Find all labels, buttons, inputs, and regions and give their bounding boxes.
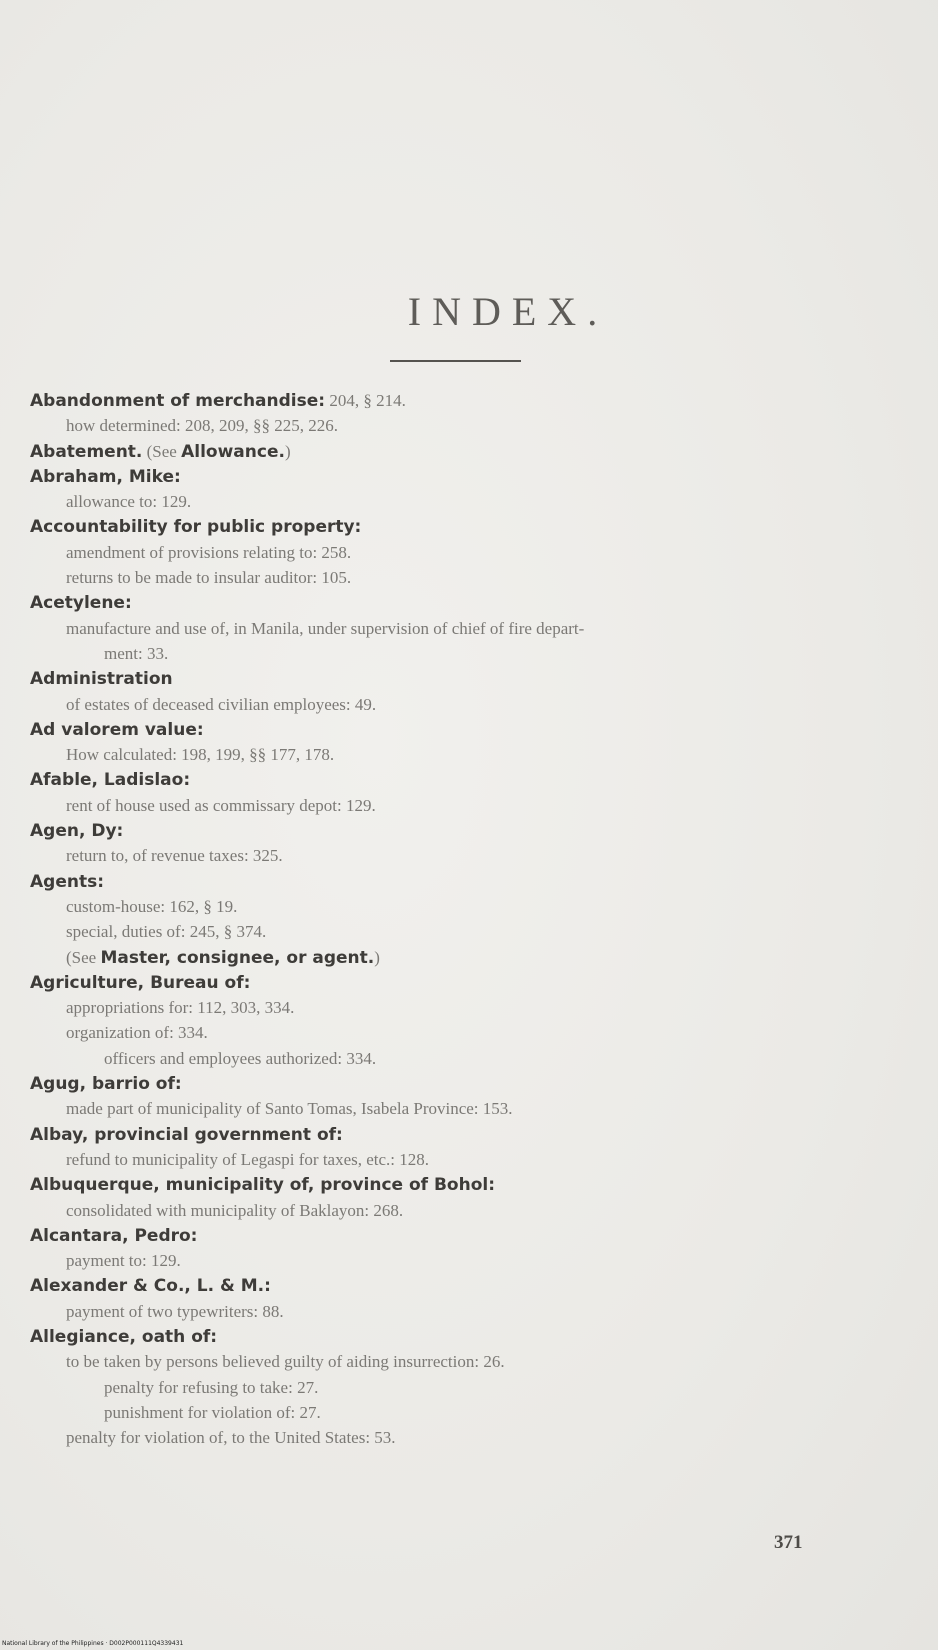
entry-text: 204, § 214. [325,391,406,410]
index-entry [30,1071,900,1096]
entry-text: of estates of deceased civilian employees: 49. [66,694,377,714]
entry-text: manufacture and use of, in Manila, under supervision of chief of fire depart- [66,618,585,638]
entry-text: made part of municipality of Santo Tomas, Isabela Province: 153. [66,1099,513,1119]
index-entry [30,540,900,565]
entry-text: (See [66,947,101,967]
entry-heading: Albay, provincial government of: [30,1124,343,1145]
entry-text: special, duties of: 245, § 374. [66,922,267,942]
entry-text: (See [142,441,182,461]
index-entry [30,793,900,818]
entry-heading: Agug, barrio of: [30,1074,182,1095]
entry-heading: Abandonment of merchandise: [30,391,326,411]
index-entry [30,742,900,767]
entry-heading: Afable, Ladislao: [30,770,191,791]
index-entry [30,919,900,944]
entry-heading: Albuquerque, municipality of, province of Bohol: [30,1175,496,1196]
index-entry [30,439,900,464]
entry-text: payment of two typewriters: 88. [66,1301,284,1321]
entry-heading: Allowance. [181,441,285,462]
entry-text: returns to be made to insular auditor: 105. [66,568,352,588]
index-entry [30,1299,900,1324]
index-entry [30,692,900,717]
entry-text: penalty for refusing to take: 27. [104,1377,319,1397]
entry-text: ) [374,947,380,967]
entry-text: penalty for violation of, to the United States: 53. [66,1428,396,1448]
index-entry [30,1046,900,1071]
library-credit: National Library of the Philippines · D002P000111Q4339431 [2,1640,184,1647]
entry-text: custom-house: 162, § 19. [66,896,238,916]
index-entry [30,717,900,742]
index-entry [30,1375,900,1400]
entry-text: organization of: 334. [66,1023,208,1043]
index-entry [30,1349,900,1374]
entry-text: allowance to: 129. [66,492,192,512]
entry-text: rent of house used as commissary depot: 129. [66,795,376,815]
index-entry [30,413,900,438]
index-entry [30,1122,900,1147]
index-entry [30,1172,900,1197]
entry-text: officers and employees authorized: 334. [104,1048,377,1068]
index-entry [30,995,900,1020]
index-entry [30,1096,900,1121]
entry-text: to be taken by persons believed guilty of aiding insurrection: 26. [66,1352,505,1372]
entry-text: punishment for violation of: 27. [104,1402,321,1422]
index-entry [30,489,900,514]
entry-text: how determined: 208, 209, §§ 225, 226. [66,416,338,436]
entry-text: amendment of provisions relating to: 258. [66,542,352,562]
index-entry [30,1273,900,1298]
index-entry [30,565,900,590]
entry-heading: Alexander & Co., L. & M.: [30,1276,271,1297]
page-number: 371 [774,1532,803,1553]
entry-heading: Master, consignee, or agent. [100,947,375,968]
entry-text: return to, of revenue taxes: 325. [66,846,283,866]
title-rule [390,360,521,362]
index-entry [30,388,900,413]
index-entry [30,1147,900,1172]
index-entry [30,616,900,641]
entry-heading: Agents: [30,871,105,892]
entry-heading: Alcantara, Pedro: [30,1225,198,1246]
entry-heading: Abatement. [30,441,143,462]
index-entry [30,843,900,868]
page-title: INDEX. [407,289,609,334]
index-entry [30,1248,900,1273]
index-entry [30,818,900,843]
index-entry [30,1425,900,1450]
index-entry [30,464,900,489]
entry-heading: Agriculture, Bureau of: [30,972,251,993]
entry-text: ment: 33. [104,643,169,663]
entry-heading: Ad valorem value: [30,719,204,740]
index-entry [30,641,900,666]
entry-heading: Administration [30,669,173,690]
entry-heading: Agen, Dy: [30,821,124,842]
index-entry [30,514,900,539]
index-entry [30,945,900,970]
entry-text: How calculated: 198, 199, §§ 177, 178. [66,745,335,765]
index-entry [30,1020,900,1045]
entry-heading: Accountability for public property: [30,517,362,538]
index-entry [30,1400,900,1425]
index-entry [30,894,900,919]
index-entry [30,666,900,691]
entry-text: appropriations for: 112, 303, 334. [66,998,295,1018]
entry-text: ) [284,441,291,461]
entry-text: consolidated with municipality of Baklayon: 268. [66,1200,404,1220]
index-entry [30,1223,900,1248]
index-entry [30,1324,900,1349]
index-entry [30,767,900,792]
index-entry [30,970,900,995]
entry-text: refund to municipality of Legaspi for taxes, etc.: 128. [66,1149,430,1169]
index-entry [30,869,900,894]
index-entries [30,388,900,1450]
entry-text: payment to: 129. [66,1251,181,1271]
index-entry [30,1198,900,1223]
entry-heading: Abraham, Mike: [30,466,181,487]
entry-heading: Allegiance, oath of: [30,1326,218,1347]
index-entry [30,590,900,615]
entry-heading: Acetylene: [30,593,132,614]
